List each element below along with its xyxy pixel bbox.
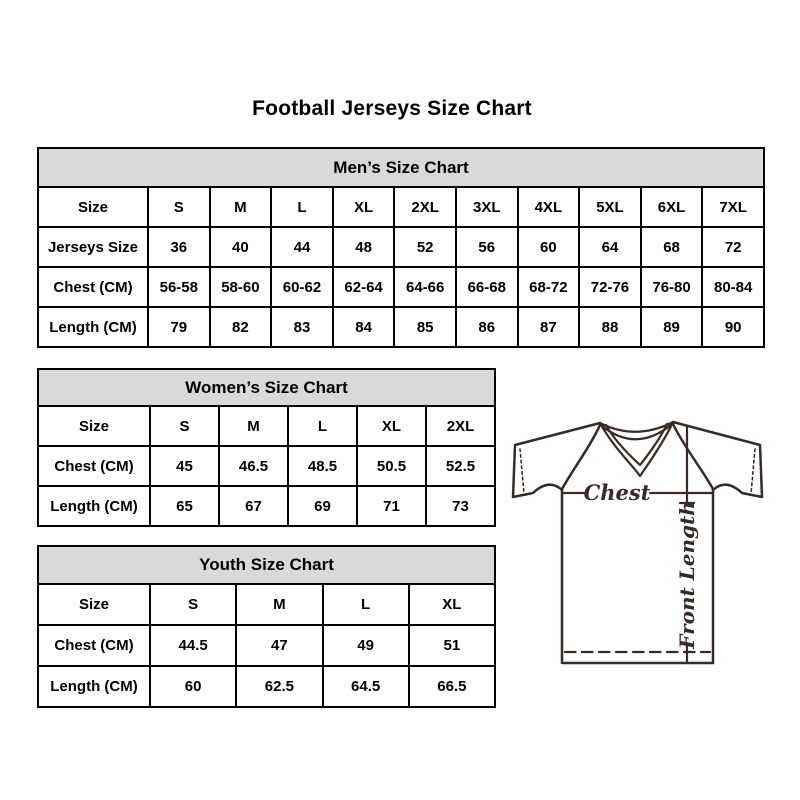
table-cell: L xyxy=(288,406,357,446)
table-cell: 51 xyxy=(409,625,495,666)
table-cell: 80-84 xyxy=(702,267,764,307)
row-label-cell: Chest (CM) xyxy=(38,267,148,307)
table-cell: M xyxy=(219,406,288,446)
table-section-row xyxy=(38,369,495,406)
table-cell: 7XL xyxy=(702,187,764,227)
row-label-cell: Length (CM) xyxy=(38,486,150,526)
youth-chart-title: Youth Size Chart xyxy=(38,546,495,584)
table-cell: 6XL xyxy=(641,187,703,227)
table-cell: 2XL xyxy=(426,406,495,446)
table-section-row xyxy=(38,148,764,187)
womens-chart-title: Women’s Size Chart xyxy=(38,369,495,406)
table-cell: 56 xyxy=(456,227,518,267)
womens-size-chart-table xyxy=(37,368,496,527)
table-row xyxy=(38,446,495,486)
table-cell: 90 xyxy=(702,307,764,347)
jersey-diagram-svg xyxy=(505,415,777,670)
table-row xyxy=(38,406,495,446)
table-cell: XL xyxy=(333,187,395,227)
table-cell: 44 xyxy=(271,227,333,267)
table-cell: 89 xyxy=(641,307,703,347)
table-cell: 66.5 xyxy=(409,666,495,707)
table-cell: 66-68 xyxy=(456,267,518,307)
table-cell: 85 xyxy=(394,307,456,347)
table-cell: 5XL xyxy=(579,187,641,227)
table-row xyxy=(38,486,495,526)
table-cell: 62.5 xyxy=(236,666,322,707)
left-cuff-dashed-line xyxy=(520,449,524,494)
table-row xyxy=(38,584,495,625)
chest-label: Chest xyxy=(583,480,651,505)
table-cell: 4XL xyxy=(518,187,580,227)
table-cell: 71 xyxy=(357,486,426,526)
table-cell: 50.5 xyxy=(357,446,426,486)
table-cell: M xyxy=(210,187,272,227)
table-cell: 2XL xyxy=(394,187,456,227)
table-cell: 60 xyxy=(518,227,580,267)
row-label-cell: Chest (CM) xyxy=(38,625,150,666)
table-cell: 69 xyxy=(288,486,357,526)
table-cell: 83 xyxy=(271,307,333,347)
row-label-cell: Size xyxy=(38,187,148,227)
jersey-measurement-diagram xyxy=(505,415,777,670)
table-cell: 64-66 xyxy=(394,267,456,307)
table-cell: L xyxy=(271,187,333,227)
table-row xyxy=(38,625,495,666)
table-cell: 60-62 xyxy=(271,267,333,307)
jersey-collar xyxy=(600,422,673,476)
page-title: Football Jerseys Size Chart xyxy=(252,97,532,120)
row-label-cell: Size xyxy=(38,584,150,625)
table-cell: M xyxy=(236,584,322,625)
table-cell: L xyxy=(323,584,409,625)
table-cell: 47 xyxy=(236,625,322,666)
table-cell: 46.5 xyxy=(219,446,288,486)
table-cell: 88 xyxy=(579,307,641,347)
table-cell: XL xyxy=(409,584,495,625)
table-row xyxy=(38,187,764,227)
table-cell: XL xyxy=(357,406,426,446)
table-cell: S xyxy=(150,584,236,625)
front-length-label: Front Length xyxy=(675,501,699,649)
table-cell: 67 xyxy=(219,486,288,526)
table-cell: 64 xyxy=(579,227,641,267)
table-cell: 48.5 xyxy=(288,446,357,486)
table-cell: 79 xyxy=(148,307,210,347)
table-cell: 62-64 xyxy=(333,267,395,307)
table-row xyxy=(38,267,764,307)
jersey-right-seam xyxy=(673,424,713,489)
table-cell: 49 xyxy=(323,625,409,666)
table-cell: 44.5 xyxy=(150,625,236,666)
table-cell: S xyxy=(150,406,219,446)
table-cell: 76-80 xyxy=(641,267,703,307)
table-cell: 64.5 xyxy=(323,666,409,707)
table-cell: 68-72 xyxy=(518,267,580,307)
table-cell: 52.5 xyxy=(426,446,495,486)
table-cell: 60 xyxy=(150,666,236,707)
table-cell: 40 xyxy=(210,227,272,267)
table-cell: 56-58 xyxy=(148,267,210,307)
table-cell: 68 xyxy=(641,227,703,267)
table-section-row xyxy=(38,546,495,584)
row-label-cell: Chest (CM) xyxy=(38,446,150,486)
mens-size-chart-table xyxy=(37,147,765,348)
table-cell: 45 xyxy=(150,446,219,486)
table-cell: 86 xyxy=(456,307,518,347)
row-label-cell: Jerseys Size xyxy=(38,227,148,267)
right-cuff-dashed-line xyxy=(751,449,755,494)
table-cell: 72 xyxy=(702,227,764,267)
table-cell: 87 xyxy=(518,307,580,347)
mens-chart-title: Men’s Size Chart xyxy=(38,148,764,187)
table-cell: 73 xyxy=(426,486,495,526)
row-label-cell: Length (CM) xyxy=(38,307,148,347)
table-cell: 58-60 xyxy=(210,267,272,307)
table-cell: 48 xyxy=(333,227,395,267)
table-cell: 36 xyxy=(148,227,210,267)
table-cell: 3XL xyxy=(456,187,518,227)
table-row xyxy=(38,666,495,707)
table-cell: 82 xyxy=(210,307,272,347)
table-row xyxy=(38,227,764,267)
table-cell: S xyxy=(148,187,210,227)
table-cell: 65 xyxy=(150,486,219,526)
table-cell: 84 xyxy=(333,307,395,347)
table-row xyxy=(38,307,764,347)
table-cell: 52 xyxy=(394,227,456,267)
row-label-cell: Length (CM) xyxy=(38,666,150,707)
row-label-cell: Size xyxy=(38,406,150,446)
table-cell: 72-76 xyxy=(579,267,641,307)
youth-size-chart-table xyxy=(37,545,496,708)
